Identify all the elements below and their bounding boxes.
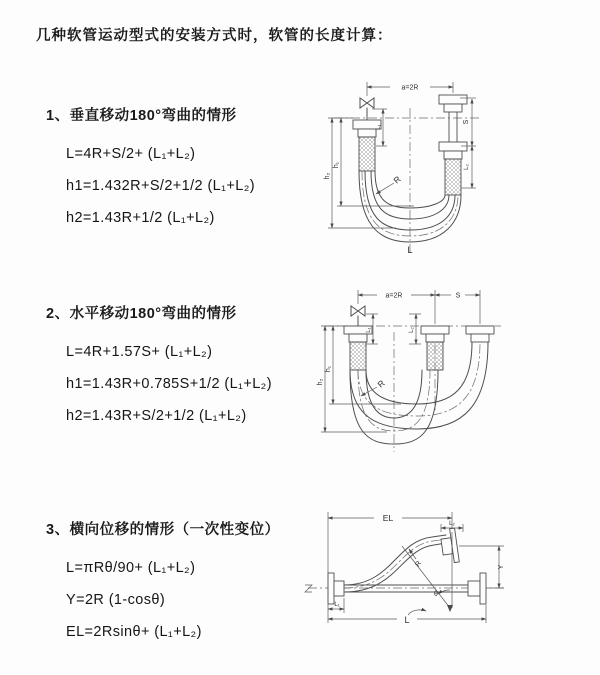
section-1-formulas <box>66 138 316 234</box>
middle-end-fitting <box>421 326 449 370</box>
formula-h1: h1=1.432R+S/2+1/2 (L₁+L₂) <box>66 178 256 194</box>
dim-h1-label: h₁ <box>325 365 332 373</box>
section-3-heading: 3、横向位移的情形（一次性变位） <box>46 522 280 538</box>
dim-a-2r-s <box>358 290 480 324</box>
right-flange-original <box>468 573 486 604</box>
dim-h2-label: h₂ <box>317 378 324 386</box>
valve-icon <box>360 98 374 120</box>
length-label: L <box>407 245 413 255</box>
diagram-horizontal-180-bend <box>305 282 600 460</box>
formula-length: L=4R+S/2+ (L₁+L₂) <box>66 146 196 162</box>
hose-u-curves <box>350 342 488 444</box>
formula-h2: h2=1.43R+S/2+1/2 (L₁+L₂) <box>66 408 247 424</box>
dim-l2 <box>409 314 421 344</box>
left-flange <box>328 573 344 604</box>
dim-l <box>328 605 486 625</box>
formula-h2: h2=1.43R+1/2 (L₁+L₂) <box>66 210 215 226</box>
centerline-break-mark <box>305 585 312 592</box>
formula-h1: h1=1.43R+0.785S+1/2 (L₁+L₂) <box>66 376 272 392</box>
dim-l2-label: L₂ <box>464 164 470 170</box>
dim-s-label: S <box>463 119 470 125</box>
right-flange-displaced <box>440 528 460 564</box>
moved-end-fitting <box>466 326 494 342</box>
dim-l2-label: L₂ <box>449 521 455 527</box>
section-3 <box>46 518 316 648</box>
radius-label: R <box>391 173 403 186</box>
section-2-heading: 2、水平移动180°弯曲的情形 <box>46 306 237 322</box>
dim-el-label: EL <box>382 513 394 523</box>
radius-leader <box>376 174 403 194</box>
page-title: 几种软管运动型式的安装方式时，软管的长度计算： <box>36 28 393 44</box>
diagram-vertical-180-bend <box>310 76 600 272</box>
dim-h2-label: h₂ <box>324 172 331 180</box>
dim-l1-label: L₁ <box>376 124 382 130</box>
valve-icon <box>351 306 365 326</box>
dim-a-2r <box>367 82 453 96</box>
hose-displaced-position <box>344 535 447 592</box>
dim-l1-label: L₁ <box>366 327 372 333</box>
diagram-lateral-displacement <box>300 502 600 650</box>
dim-a-2r-label: a=2R <box>401 84 419 92</box>
dim-s-label: S <box>455 292 461 300</box>
dim-el <box>328 512 452 623</box>
angle-theta-label: θ <box>434 591 438 598</box>
dim-l-label: L <box>404 615 410 625</box>
section-2-formulas <box>66 336 316 432</box>
formula-y: Y=2R (1-cosθ) <box>66 592 166 608</box>
right-end-fitting <box>439 95 467 195</box>
section-3-formulas <box>66 552 316 648</box>
radius-label: R <box>414 560 424 569</box>
dim-l2-label: L₂ <box>409 327 415 333</box>
formula-length: L=4R+1.57S+ (L₁+L₂) <box>66 344 213 360</box>
dim-h1-label: h₁ <box>333 161 340 169</box>
dim-l1-label: L₁ <box>334 602 340 608</box>
dim-y-label: Y <box>498 564 505 570</box>
radius-leader <box>361 378 387 396</box>
formula-el: EL=2Rsinθ+ (L₁+L₂) <box>66 624 202 640</box>
section-2 <box>46 302 316 432</box>
dim-a-2r-label: a=2R <box>385 292 403 300</box>
section-1-heading: 1、垂直移动180°弯曲的情形 <box>46 108 237 124</box>
section-1 <box>46 104 316 234</box>
formula-length: L=πRθ/90+ (L₁+L₂) <box>66 560 196 576</box>
radius-label: R <box>375 377 387 390</box>
